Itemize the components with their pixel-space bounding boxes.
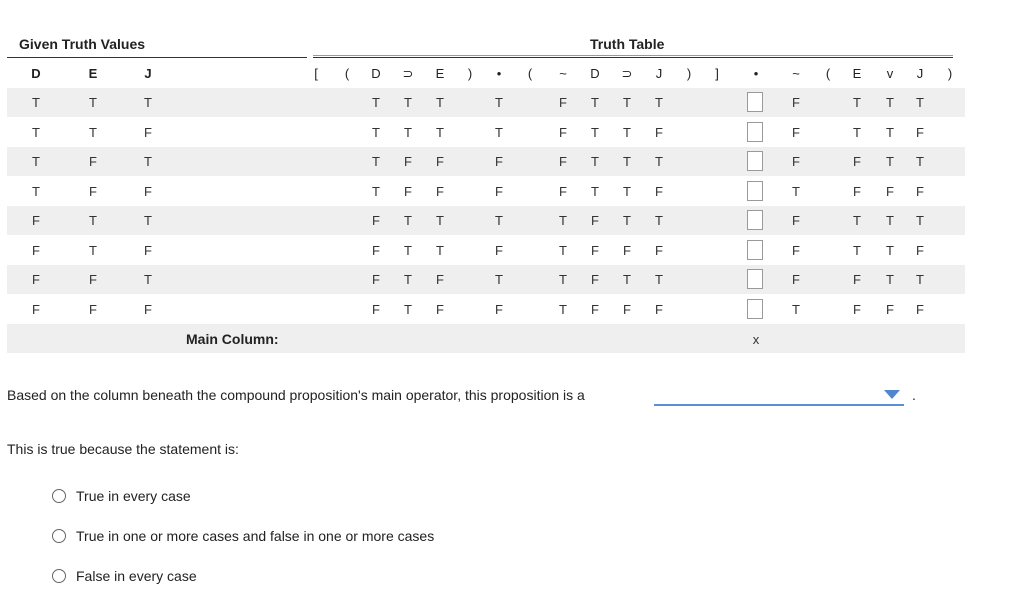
truth-value-cell: F: [916, 301, 924, 317]
option-label: True in every case: [76, 488, 191, 504]
truth-value-cell: T: [655, 213, 663, 228]
truth-value-cell: T: [591, 154, 599, 169]
truth-value-cell: F: [886, 301, 894, 317]
expression-symbol: (: [825, 66, 831, 81]
expression-symbol: ⊃: [621, 66, 633, 81]
truth-value-cell: T: [853, 124, 861, 140]
expression-symbol: [: [314, 66, 318, 81]
expression-symbol: D: [590, 66, 600, 81]
truth-value-cell: F: [792, 124, 800, 140]
main-column-marker: x: [752, 332, 760, 347]
expression-symbol: (: [344, 66, 350, 81]
truth-value-cell: F: [792, 242, 800, 258]
truth-value-cell: F: [591, 213, 599, 228]
given-value-cell: F: [89, 183, 97, 199]
truth-value-cell: T: [916, 154, 924, 169]
truth-value-cell: F: [372, 301, 380, 317]
truth-value-cell: F: [853, 301, 861, 317]
expression-symbol: •: [753, 66, 759, 81]
truth-value-cell: T: [623, 213, 631, 228]
given-value-cell: T: [32, 183, 40, 199]
given-value-cell: T: [144, 95, 152, 110]
truth-value-cell: F: [591, 301, 599, 317]
truth-value-cell: T: [853, 213, 861, 228]
truth-value-cell: T: [623, 95, 631, 110]
truth-value-cell: F: [372, 272, 380, 287]
given-value-cell: T: [89, 242, 97, 258]
given-value-cell: T: [89, 124, 97, 140]
truth-value-cell: F: [559, 154, 567, 169]
expression-symbol: ~: [792, 66, 800, 81]
truth-value-cell: F: [404, 183, 412, 199]
truth-value-cell: T: [886, 242, 894, 258]
truth-value-cell: F: [591, 242, 599, 258]
given-value-cell: T: [32, 95, 40, 110]
main-operator-answer-input[interactable]: [747, 181, 763, 201]
truth-value-cell: T: [886, 213, 894, 228]
given-value-cell: F: [89, 301, 97, 317]
truth-value-cell: F: [495, 301, 503, 317]
truth-value-cell: T: [495, 213, 503, 228]
truth-value-cell: T: [916, 213, 924, 228]
truth-value-cell: F: [792, 95, 800, 110]
truth-value-cell: T: [404, 301, 412, 317]
truth-value-cell: F: [559, 95, 567, 110]
truth-value-cell: F: [655, 242, 663, 258]
truth-value-cell: F: [436, 301, 444, 317]
expression-symbol: ]: [715, 66, 719, 81]
main-column-row: [7, 324, 965, 353]
header-rule-table-bottom: [313, 57, 953, 58]
truth-value-cell: T: [655, 95, 663, 110]
truth-value-cell: T: [853, 95, 861, 110]
given-value-cell: F: [144, 183, 152, 199]
truth-value-cell: T: [559, 272, 567, 287]
reason-prompt: This is true because the statement is:: [7, 441, 239, 457]
option-true-and-false[interactable]: [52, 528, 434, 544]
expression-symbol: ): [686, 66, 692, 81]
option-false-every-case[interactable]: [52, 568, 197, 584]
given-value-cell: T: [144, 272, 152, 287]
given-value-cell: F: [32, 301, 40, 317]
truth-value-cell: T: [495, 272, 503, 287]
truth-value-cell: T: [623, 183, 631, 199]
truth-value-cell: T: [559, 213, 567, 228]
truth-value-cell: F: [916, 124, 924, 140]
truth-value-cell: T: [886, 95, 894, 110]
truth-value-cell: F: [372, 242, 380, 258]
truth-value-cell: F: [623, 301, 631, 317]
given-header-j: J: [144, 66, 152, 81]
truth-value-cell: F: [372, 213, 380, 228]
classification-question: Based on the column beneath the compound proposition's main operator, this proposition is a: [7, 387, 585, 403]
truth-value-cell: T: [436, 242, 444, 258]
header-rule-table: [313, 55, 953, 56]
truth-value-cell: F: [853, 183, 861, 199]
truth-value-cell: T: [623, 124, 631, 140]
truth-value-cell: T: [623, 154, 631, 169]
given-value-cell: T: [32, 154, 40, 169]
given-value-cell: F: [144, 124, 152, 140]
option-label: False in every case: [76, 568, 197, 584]
expression-symbol: •: [496, 66, 502, 81]
main-operator-answer-input[interactable]: [747, 210, 763, 230]
radio-icon[interactable]: [52, 569, 66, 583]
truth-value-cell: T: [372, 183, 380, 199]
classification-dropdown[interactable]: [654, 386, 904, 406]
truth-value-cell: T: [404, 213, 412, 228]
expression-symbol: (: [527, 66, 533, 81]
truth-value-cell: T: [404, 95, 412, 110]
given-value-cell: F: [89, 154, 97, 169]
truth-value-cell: T: [623, 272, 631, 287]
given-value-cell: T: [144, 154, 152, 169]
given-value-cell: F: [32, 242, 40, 258]
given-value-cell: F: [144, 301, 152, 317]
truth-value-cell: T: [591, 124, 599, 140]
radio-icon[interactable]: [52, 529, 66, 543]
truth-value-cell: T: [372, 154, 380, 169]
truth-value-cell: T: [436, 124, 444, 140]
truth-value-cell: F: [916, 242, 924, 258]
given-value-cell: T: [89, 213, 97, 228]
main-operator-answer-input[interactable]: [747, 92, 763, 112]
truth-value-cell: T: [559, 242, 567, 258]
truth-value-cell: F: [495, 183, 503, 199]
truth-value-cell: F: [559, 124, 567, 140]
truth-value-cell: F: [436, 154, 444, 169]
dropdown-arrow-icon: [884, 390, 900, 399]
truth-value-cell: T: [886, 124, 894, 140]
truth-value-cell: F: [853, 272, 861, 287]
truth-value-cell: F: [792, 213, 800, 228]
expression-symbol: D: [371, 66, 381, 81]
truth-value-cell: T: [372, 124, 380, 140]
truth-value-cell: F: [495, 154, 503, 169]
main-column-label: Main Column:: [186, 331, 279, 347]
truth-value-cell: F: [591, 272, 599, 287]
expression-symbol: ⊃: [402, 66, 414, 81]
truth-value-cell: T: [886, 272, 894, 287]
truth-value-cell: F: [404, 154, 412, 169]
truth-value-cell: T: [495, 124, 503, 140]
truth-value-cell: T: [655, 272, 663, 287]
truth-value-cell: T: [916, 272, 924, 287]
given-header-d: D: [31, 66, 41, 81]
truth-value-cell: F: [853, 154, 861, 169]
radio-icon[interactable]: [52, 489, 66, 503]
truth-value-cell: F: [655, 124, 663, 140]
truth-value-cell: T: [436, 213, 444, 228]
truth-value-cell: T: [495, 95, 503, 110]
given-value-cell: T: [144, 213, 152, 228]
truth-value-cell: T: [886, 154, 894, 169]
main-operator-answer-input[interactable]: [747, 122, 763, 142]
truth-value-cell: F: [792, 154, 800, 169]
given-value-cell: F: [32, 213, 40, 228]
given-value-cell: F: [89, 272, 97, 287]
truth-value-cell: F: [655, 301, 663, 317]
truth-value-cell: F: [623, 242, 631, 258]
truth-value-cell: F: [792, 272, 800, 287]
given-value-cell: T: [32, 124, 40, 140]
truth-value-cell: T: [404, 272, 412, 287]
truth-value-cell: T: [404, 124, 412, 140]
truth-value-cell: T: [404, 242, 412, 258]
main-operator-answer-input[interactable]: [747, 269, 763, 289]
given-value-cell: T: [89, 95, 97, 110]
truth-value-cell: F: [436, 183, 444, 199]
main-operator-answer-input[interactable]: [747, 240, 763, 260]
option-label: True in one or more cases and false in one or more cases: [76, 528, 435, 544]
truth-value-cell: F: [495, 242, 503, 258]
expression-symbol: ): [947, 66, 953, 81]
truth-value-cell: F: [655, 183, 663, 199]
truth-table-header: Truth Table: [590, 36, 665, 52]
truth-value-cell: F: [916, 183, 924, 199]
given-value-cell: F: [144, 242, 152, 258]
given-value-cell: F: [32, 272, 40, 287]
truth-value-cell: T: [792, 183, 800, 199]
truth-value-cell: F: [886, 183, 894, 199]
truth-value-cell: F: [559, 183, 567, 199]
expression-symbol: v: [886, 66, 894, 81]
given-header-e: E: [88, 66, 98, 81]
expression-symbol: E: [435, 66, 445, 81]
truth-value-cell: T: [655, 154, 663, 169]
truth-value-cell: T: [916, 95, 924, 110]
truth-value-cell: F: [436, 272, 444, 287]
option-true-every-case[interactable]: [52, 488, 191, 504]
given-truth-values-header: Given Truth Values: [19, 36, 146, 52]
truth-value-cell: T: [853, 242, 861, 258]
truth-value-cell: T: [591, 183, 599, 199]
question-period: .: [912, 387, 916, 403]
main-operator-answer-input[interactable]: [747, 299, 763, 319]
truth-value-cell: T: [792, 301, 800, 317]
header-rule-given: [7, 57, 307, 58]
expression-symbol: J: [655, 66, 663, 81]
expression-symbol: ): [467, 66, 473, 81]
expression-symbol: E: [852, 66, 862, 81]
truth-value-cell: T: [372, 95, 380, 110]
truth-value-cell: T: [591, 95, 599, 110]
truth-value-cell: T: [559, 301, 567, 317]
truth-value-cell: T: [436, 95, 444, 110]
expression-symbol: J: [916, 66, 924, 81]
main-operator-answer-input[interactable]: [747, 151, 763, 171]
expression-symbol: ~: [559, 66, 567, 81]
